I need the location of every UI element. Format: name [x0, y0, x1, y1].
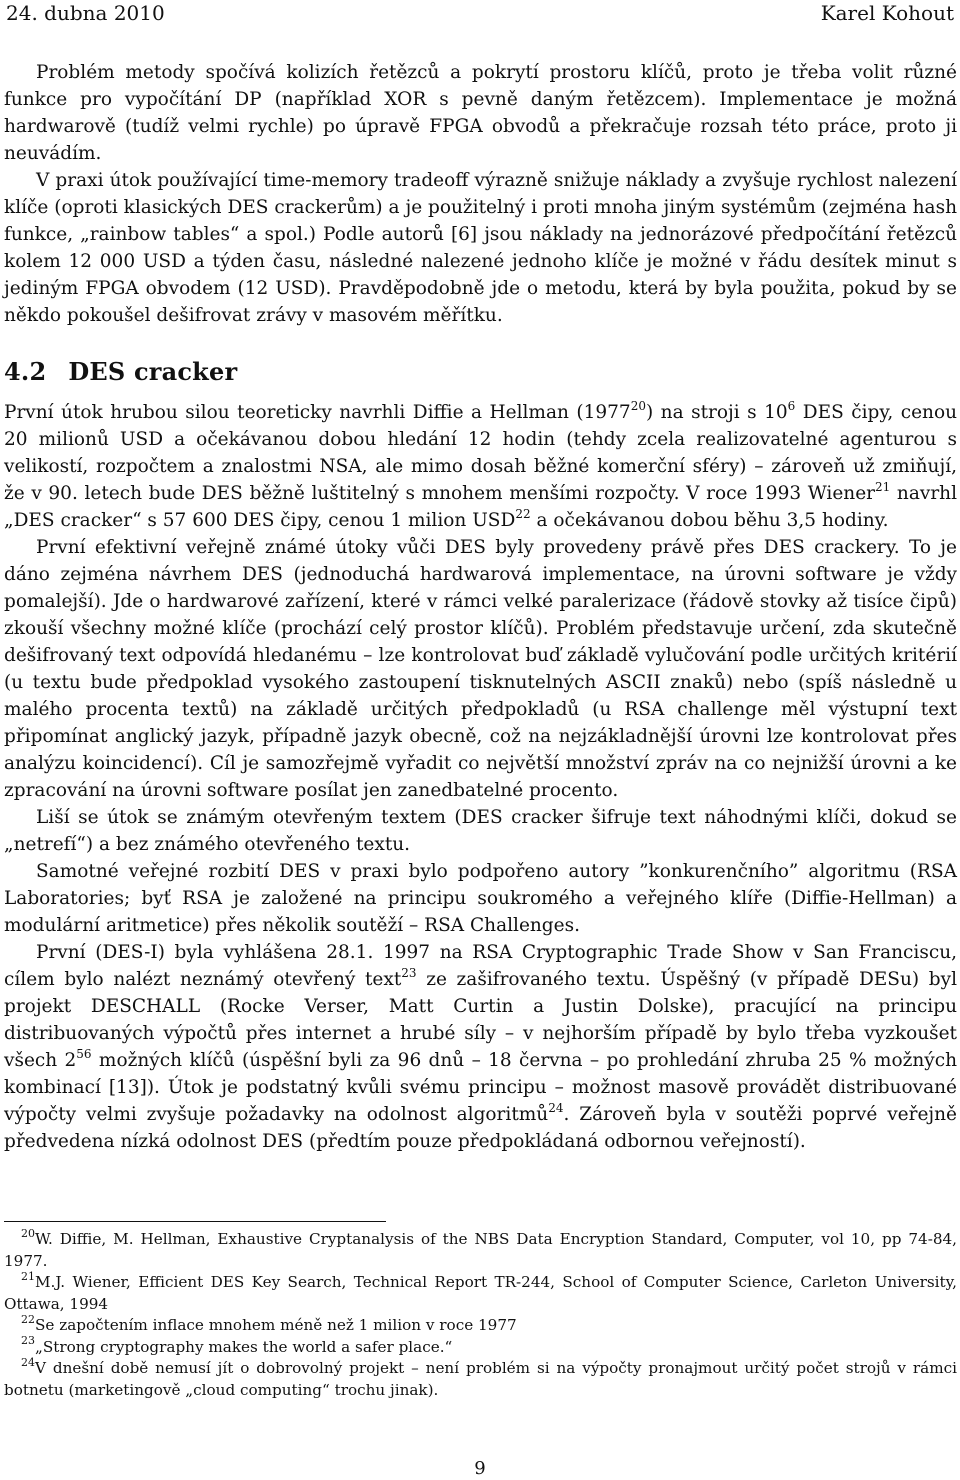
paragraph-7-text: . Zároveň byla v soutěži poprvé veřejně předvedena nízká odolnost DES (předtím pouze předpokládaná odbornou veřejností). — [4, 1104, 957, 1152]
paragraph-5: Liší se útok se známým otevřeným textem (DES cracker šifruje text náhodnými klíči, dokud se „netrefí“) a bez známého otevřeného textu. — [4, 807, 957, 855]
paragraph-3-text: ) na stroji s 10 — [645, 402, 788, 423]
header-date: 24. dubna 2010 — [6, 1, 165, 25]
paragraph-7-text: možných klíčů (úspěšní byli za 96 dnů – 18 června – po prohledání zhruba 25 % možných kombinací [13]). Útok je podstatný kvůli svému principu – možnost masově provádět distribuované výpočty velmi zvyšuje požadavky na odolnost algoritmů — [4, 1050, 958, 1125]
footnote-24 — [4, 1355, 957, 1401]
footnote-mark: 23 — [21, 1334, 35, 1348]
footnote-text: W. Diffie, M. Hellman, Exhaustive Cryptanalysis of the NBS Data Encryption Standard, Computer, vol 10, pp 74-84, 1977. — [4, 1230, 957, 1270]
footnote-mark: 22 — [21, 1312, 35, 1326]
paragraph-3-text: navrhl „DES cracker“ s 57 600 DES čipy, cenou 1 milion USD — [4, 483, 957, 531]
footnote-23 — [4, 1334, 957, 1359]
page-header — [6, 0, 954, 30]
footnote-ref-24: 24 — [548, 1100, 564, 1115]
footnote-ref-20: 20 — [630, 398, 646, 413]
footnote-mark: 24 — [21, 1355, 35, 1369]
section-number: 4.2 — [4, 357, 47, 386]
paragraph-7 — [4, 939, 957, 1155]
footnote-text: „Strong cryptography makes the world a safer place.“ — [35, 1337, 453, 1356]
footnote-mark: 20 — [21, 1226, 35, 1240]
footnote-separator — [4, 1221, 386, 1222]
paragraph-3-text: První útok hrubou silou teoreticky navrhli Diffie a Hellman (1977 — [4, 402, 631, 423]
paragraph-3-text: a očekávanou dobou běhu 3,5 hodiny. — [530, 510, 889, 531]
footnote-ref-21: 21 — [875, 479, 891, 494]
paragraph-1: Problém metody spočívá kolizích řetězců a pokrytí prostoru klíčů, proto je třeba volit různé funkce pro vypočítání DP (například XOR s pevně daným řetězcem). Implementace je možná hardwarově (tudíž velmi rychle) po úpravě FPGA obvodů a překračuje rozsah této práce, proto ji neuvádím. — [4, 62, 957, 164]
footnote-22 — [4, 1312, 957, 1337]
footnote-mark: 21 — [21, 1269, 35, 1283]
paragraph-4: První efektivní veřejně známé útoky vůči DES byly provedeny právě přes DES crackery. To je dáno zejména návrhem DES (jednoduchá hardwarová implementace, na úrovni software je vždy pomalejší). Jde o hardwarové zařízení, které v rámci velké paralerizace (řádově stovky až tisíce čipů) zkouší všechny možné klíče (prochází celý prostor klíčů). Problém představuje určení, zda skutečně dešifrovaný text odpovídá hledanému – lze kontrolovat buď základě vylučování podle určitých kritérií (u textu bude předpoklad vysokého zastoupení tisknutelných ASCII znaků) nebo (spíš následně u malého procenta textů) na základě určitých předpokladů (u RSA challenge měl výstupní text připomínat anglický jazyk, případně jazyk obecně, což na nejzákladnější úrovni lze kontrolovat přes analýzu koincidencí). Cíl je samozřejmě vyřadit co největší množství zpráv na co nejnižší úrovni a ke zpracování na úrovni software posílat jen zanedbatelné procento. — [4, 537, 957, 801]
section-heading — [4, 357, 957, 387]
footnote-ref-23: 23 — [401, 965, 417, 980]
page-number: 9 — [474, 1458, 486, 1479]
paragraph-7-text: ze zašifrovaného textu. Úspěšný (v případě DESu) byl projekt DESCHALL (Rocke Verser, Matt Curtin a Justin Dolske), pracující na principu distribuovaných výpočtů přes internet a hrubé síly – v nejhorším případě by bylo třeba vyzkoušet všech 2 — [4, 969, 957, 1071]
paragraph-7-text: První (DES-I) byla vyhlášena 28.1. 1997 na RSA Cryptographic Trade Show v San Franciscu, cílem bylo nalézt neznámý otevřený text — [4, 942, 957, 990]
exponent: 6 — [787, 398, 796, 413]
paragraph-3 — [4, 399, 957, 534]
paragraph-2: V praxi útok používající time-memory tradeoff výrazně snižuje náklady a zvyšuje rychlost nalezení klíče (oproti klasických DES crackerům) a je použitelný i proti mnoha jiným systémům (zejména hash funkce, „rainbow tables“ a spol.) Podle autorů [6] jsou náklady na jednorázové předpočítání řetězců kolem 12 000 USD a týden času, následné nalezené jednoho klíče je možné v řádu desítek minut s jediným FPGA obvodem (12 USD). Pravděpodobně jde o metodu, která by byla použita, pokud by se někdo pokoušel dešifrovat zrávy v masovém měřítku. — [4, 170, 957, 326]
page-body — [4, 59, 957, 1155]
footnote-text: Se započtením inflace mnohem méně než 1 milion v roce 1977 — [35, 1316, 517, 1334]
header-author: Karel Kohout — [820, 1, 954, 25]
footnote-text: M.J. Wiener, Efficient DES Key Search, Technical Report TR-244, School of Computer Science, Carleton University, Ottawa, 1994 — [4, 1273, 957, 1313]
footnote-20 — [4, 1226, 957, 1272]
footnotes — [4, 1226, 957, 1401]
footnote-text: V dnešní době nemusí jít o dobrovolný projekt – není problém si na výpočty pronajmout určitý počet strojů v rámci botnetu (marketingově „cloud computing“ trochu jinak). — [4, 1359, 957, 1399]
footnote-21 — [4, 1269, 957, 1315]
exponent: 56 — [76, 1046, 92, 1061]
paragraph-6: Samotné veřejné rozbití DES v praxi bylo podpořeno autory ”konkurenčního” algoritmu (RSA Laboratories; byť RSA je založené na principu soukromého a veřejného klíře (Diffie-Hellman) a modulární aritmetice) přes několik soutěží – RSA Challenges. — [4, 861, 957, 936]
section-title: DES cracker — [68, 357, 238, 386]
footnote-ref-22: 22 — [515, 506, 531, 521]
paragraph-3-text: DES čipy, cenou 20 milionů USD a očekávanou dobou hledání 12 hodin (tehdy zcela realizovatelné agenturou s velikostí, rozpočtem a znalostmi NSA, ale mimo dosah běžné komerční sféry) – zároveň už zmiňují, že v 90. letech bude DES běžně luštitelný s mnohem menšími rozpočty. V roce 1993 Wiener — [4, 402, 957, 504]
